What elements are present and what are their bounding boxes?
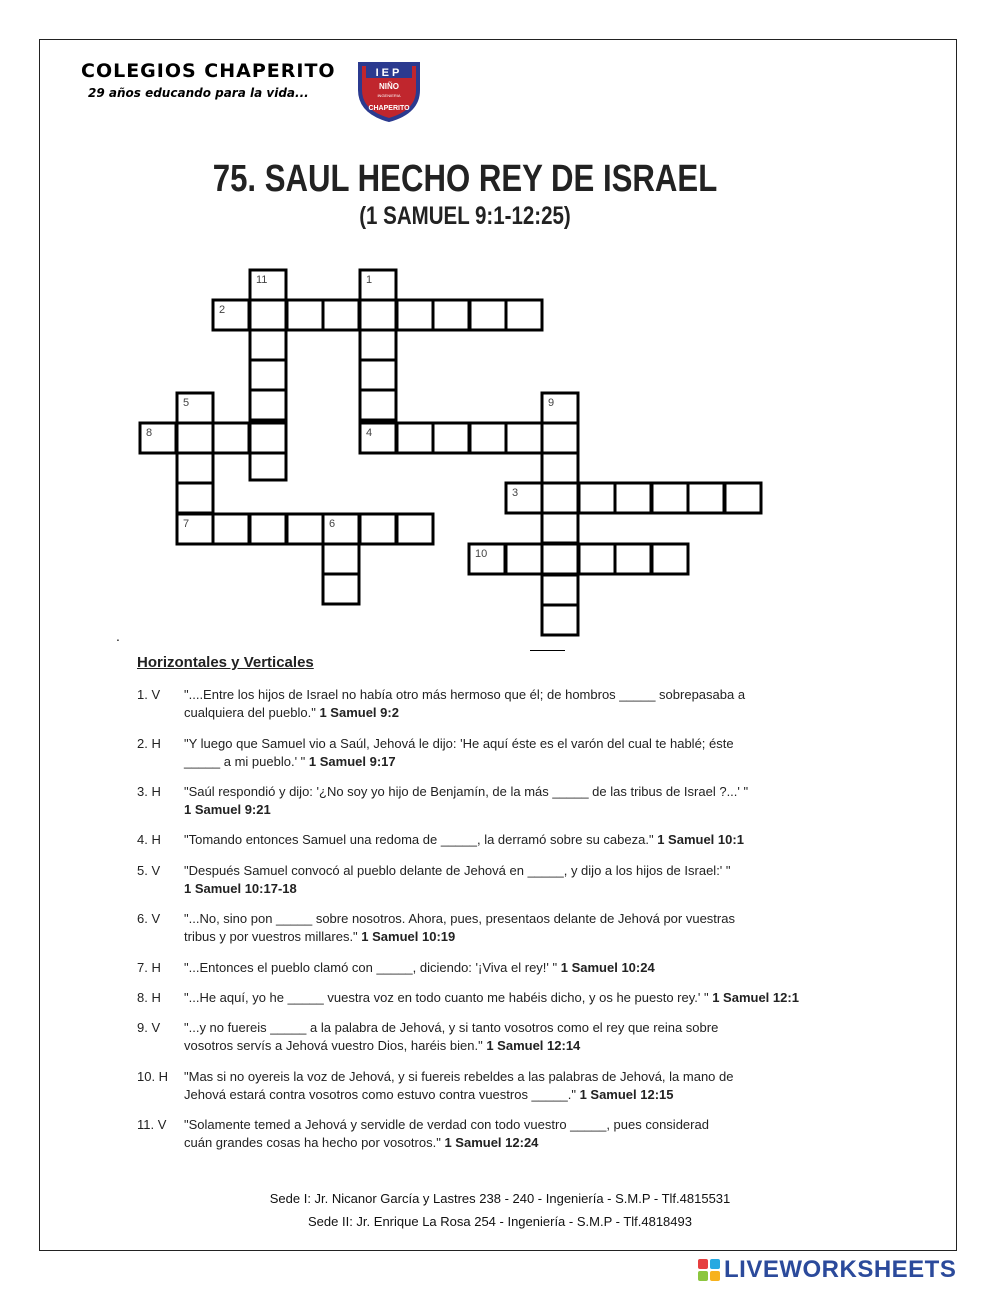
clue-reference: 1 Samuel 12:1	[712, 990, 799, 1005]
clue-text	[184, 783, 749, 819]
clue-number-label: 2	[219, 304, 226, 316]
liveworksheets-logo-icon	[698, 1259, 720, 1281]
logo-top-text: IEP	[375, 67, 403, 79]
clue-line	[184, 1116, 744, 1134]
crossword-cell[interactable]	[542, 483, 578, 513]
clue-line-text: cuán grandes cosas ha hecho por vosotros."	[184, 1135, 441, 1150]
clue-reference: 1 Samuel 10:24	[560, 960, 655, 975]
clue-line-text: "...He aquí, yo he _____ vuestra voz en todo cuanto me habéis dicho, y os he puesto rey.' "	[184, 990, 709, 1005]
crossword-cell[interactable]	[506, 300, 542, 330]
clue-reference: 1 Samuel 12:15	[579, 1087, 674, 1102]
underline-mark	[530, 650, 565, 651]
clue-number-label: 7	[183, 518, 190, 530]
crossword-cell[interactable]	[250, 360, 286, 390]
crossword-cell[interactable]	[250, 330, 286, 360]
clue-number-label: 9	[548, 397, 555, 409]
clue-line-text: "Mas si no oyereis la voz de Jehová, y si fuereis rebeldes a las palabras de Jehová, la mano de	[184, 1069, 734, 1084]
clue-line-text: tribus y por vuestros millares."	[184, 929, 358, 944]
clue-reference: 1 Samuel 12:14	[486, 1038, 581, 1053]
crossword-cell[interactable]	[688, 483, 724, 513]
clue-number-label: 8	[146, 427, 153, 439]
clue-line	[184, 704, 744, 722]
clue-line	[184, 989, 799, 1007]
crossword-cell[interactable]	[725, 483, 761, 513]
clue-line-text: _____ a mi pueblo.' "	[184, 754, 306, 769]
crossword-cell[interactable]	[433, 423, 469, 453]
clue-number-label: 3	[512, 487, 519, 499]
crossword-cell[interactable]	[360, 390, 396, 420]
clue-number: 9. V	[137, 1020, 161, 1035]
school-name: COLEGIOS CHAPERITO	[81, 60, 336, 82]
crossword-cell[interactable]	[250, 300, 286, 330]
clue-number-label: 6	[329, 518, 336, 530]
clue-number: 7. H	[137, 960, 161, 975]
clue-reference: 1 Samuel 9:2	[319, 705, 399, 720]
crossword-cell[interactable]	[579, 483, 615, 513]
crossword-cell[interactable]	[542, 544, 578, 574]
crossword-cell[interactable]	[542, 423, 578, 453]
page-title: 75. SAUL HECHO REY DE ISRAEL	[212, 158, 718, 200]
clue-text	[184, 1116, 744, 1152]
crossword-cell[interactable]	[177, 453, 213, 483]
crossword-cell[interactable]	[213, 514, 249, 544]
clue-line	[184, 1134, 744, 1152]
clue-line	[184, 735, 744, 753]
crossword-cell[interactable]	[287, 514, 323, 544]
clue-number: 4. H	[137, 832, 161, 847]
clue-line	[184, 753, 744, 771]
liveworksheets-wordmark: LIVEWORKSHEETS	[724, 1256, 957, 1283]
clue-text	[184, 862, 744, 898]
clue-line	[184, 1086, 744, 1104]
clue-number: 8. H	[137, 990, 161, 1005]
clue-number-label: 11	[256, 274, 268, 286]
crossword-cell[interactable]	[360, 330, 396, 360]
clue-reference: 1 Samuel 9:17	[308, 754, 396, 769]
clue-number-label: 1	[366, 274, 373, 286]
crossword-cell[interactable]	[470, 300, 506, 330]
clue-number: 2. H	[137, 736, 161, 751]
page-subtitle: (1 SAMUEL 9:1-12:25)	[359, 202, 571, 230]
crossword-cell[interactable]	[323, 574, 359, 604]
clue-text	[184, 735, 744, 771]
clue-text	[184, 1019, 744, 1055]
clue-line-text: "Solamente temed a Jehová y servidle de verdad con todo vuestro _____, pues considerad	[184, 1117, 709, 1132]
clue-reference: 1 Samuel 12:24	[444, 1135, 539, 1150]
crossword-cell[interactable]	[397, 514, 433, 544]
clue-line-text: cualquiera del pueblo."	[184, 705, 316, 720]
clue-number: 1. V	[137, 687, 161, 702]
logo-small-text: INGENIERIA	[377, 93, 401, 98]
crossword-cell[interactable]	[250, 423, 286, 453]
clues-heading: Horizontales y Verticales	[137, 654, 314, 671]
clue-line	[184, 1037, 744, 1055]
clue-line	[184, 959, 744, 977]
crossword-cell[interactable]	[397, 423, 433, 453]
crossword-cell[interactable]	[615, 544, 651, 574]
clue-line-text: "...y no fuereis _____ a la palabra de Jehová, y si tanto vosotros como el rey que reina sobre	[184, 1020, 719, 1035]
clue-number-label: 4	[366, 427, 373, 439]
clue-line	[184, 686, 744, 704]
logo-bottom-text: CHAPERITO	[368, 105, 410, 112]
crossword-cell[interactable]	[360, 514, 396, 544]
clue-number-label: 10	[475, 548, 488, 560]
clue-text	[184, 910, 744, 946]
crossword-cell[interactable]	[542, 575, 578, 605]
liveworksheets-brand[interactable]	[698, 1255, 956, 1285]
clue-reference: 1 Samuel 10:19	[361, 929, 456, 944]
clue-text	[184, 686, 744, 722]
crossword-cell[interactable]	[542, 453, 578, 483]
crossword-cell[interactable]	[360, 300, 396, 330]
clue-line	[184, 783, 749, 801]
clue-line-text: "...No, sino pon _____ sobre nosotros. Ahora, pues, presentaos delante de Jehová por vuestras	[184, 911, 735, 926]
crossword-cell[interactable]	[323, 300, 359, 330]
clue-line-text: "...Entonces el pueblo clamó con _____, diciendo: '¡Viva el rey!' "	[184, 960, 558, 975]
clue-line	[184, 910, 744, 928]
clue-line-text: vosotros servís a Jehová vuestro Dios, haréis bien."	[184, 1038, 483, 1053]
crossword-cell[interactable]	[433, 300, 469, 330]
crossword-cell[interactable]	[615, 483, 651, 513]
crossword-cell[interactable]	[579, 544, 615, 574]
clue-line	[184, 928, 744, 946]
crossword-cell[interactable]	[542, 513, 578, 543]
crossword-cell[interactable]	[470, 423, 506, 453]
clue-reference: 1 Samuel 10:17-18	[184, 881, 297, 896]
crossword-cell[interactable]	[542, 605, 578, 635]
clue-text	[184, 959, 744, 977]
clue-number-label: 5	[183, 397, 190, 409]
clue-line	[184, 1019, 744, 1037]
crossword-cell[interactable]	[177, 483, 213, 513]
clue-number: 10. H	[137, 1069, 169, 1084]
school-motto: 29 años educando para la vida...	[88, 86, 309, 100]
clue-reference: 1 Samuel 9:21	[184, 802, 271, 817]
clue-line-text: "Tomando entonces Samuel una redoma de _____, la derramó sobre su cabeza."	[184, 832, 654, 847]
crossword-cell[interactable]	[652, 544, 688, 574]
clue-line-text: "Después Samuel convocó al pueblo delante de Jehová en _____, y dijo a los hijos de Israel:' "	[184, 863, 731, 878]
clue-text	[184, 989, 799, 1007]
clue-line	[184, 801, 744, 819]
clue-line-text: Jehová estará contra vosotros como estuvo contra vuestros _____."	[184, 1087, 576, 1102]
crossword-cell[interactable]	[177, 423, 213, 453]
crossword-cell[interactable]	[506, 423, 542, 453]
clue-line	[184, 831, 744, 849]
stray-dot: .	[116, 628, 120, 644]
crossword-cell[interactable]	[250, 390, 286, 420]
crossword-cell[interactable]	[397, 300, 433, 330]
clue-line-text: "....Entre los hijos de Israel no había otro más hermoso que él; de hombros _____ sobrepasaba a	[184, 687, 746, 702]
clue-number: 11. V	[137, 1117, 167, 1132]
clue-number: 6. V	[137, 911, 161, 926]
clue-text	[184, 831, 744, 849]
crossword-cell[interactable]	[287, 300, 323, 330]
clue-text	[184, 1068, 744, 1104]
clue-number: 5. V	[137, 863, 161, 878]
footer-address-1: Sede I: Jr. Nicanor García y Lastres 238 - 240 - Ingeniería - S.M.P - Tlf.4815531	[269, 1191, 731, 1206]
crossword-cell[interactable]	[360, 360, 396, 390]
crossword-cell[interactable]	[213, 423, 249, 453]
clue-line-text: "Y luego que Samuel vio a Saúl, Jehová le dijo: 'He aquí éste es el varón del cual te hablé; éste	[184, 736, 734, 751]
crossword-cell[interactable]	[323, 544, 359, 574]
clue-line-text: "Saúl respondió y dijo: '¿No soy yo hijo de Benjamín, de la más _____ de las tribus de Israel ?...' "	[184, 784, 749, 799]
crossword-cell[interactable]	[250, 514, 286, 544]
logo-middle-text: NIÑO	[379, 82, 399, 91]
clue-reference: 1 Samuel 10:1	[657, 832, 744, 847]
footer-address-2: Sede II: Jr. Enrique La Rosa 254 - Ingeniería - S.M.P - Tlf.4818493	[308, 1214, 692, 1229]
crossword-cell[interactable]	[652, 483, 688, 513]
crossword-cell[interactable]	[506, 544, 542, 574]
clue-line	[184, 880, 744, 898]
clue-line	[184, 862, 744, 880]
clue-number: 3. H	[137, 784, 161, 799]
clue-line	[184, 1068, 744, 1086]
